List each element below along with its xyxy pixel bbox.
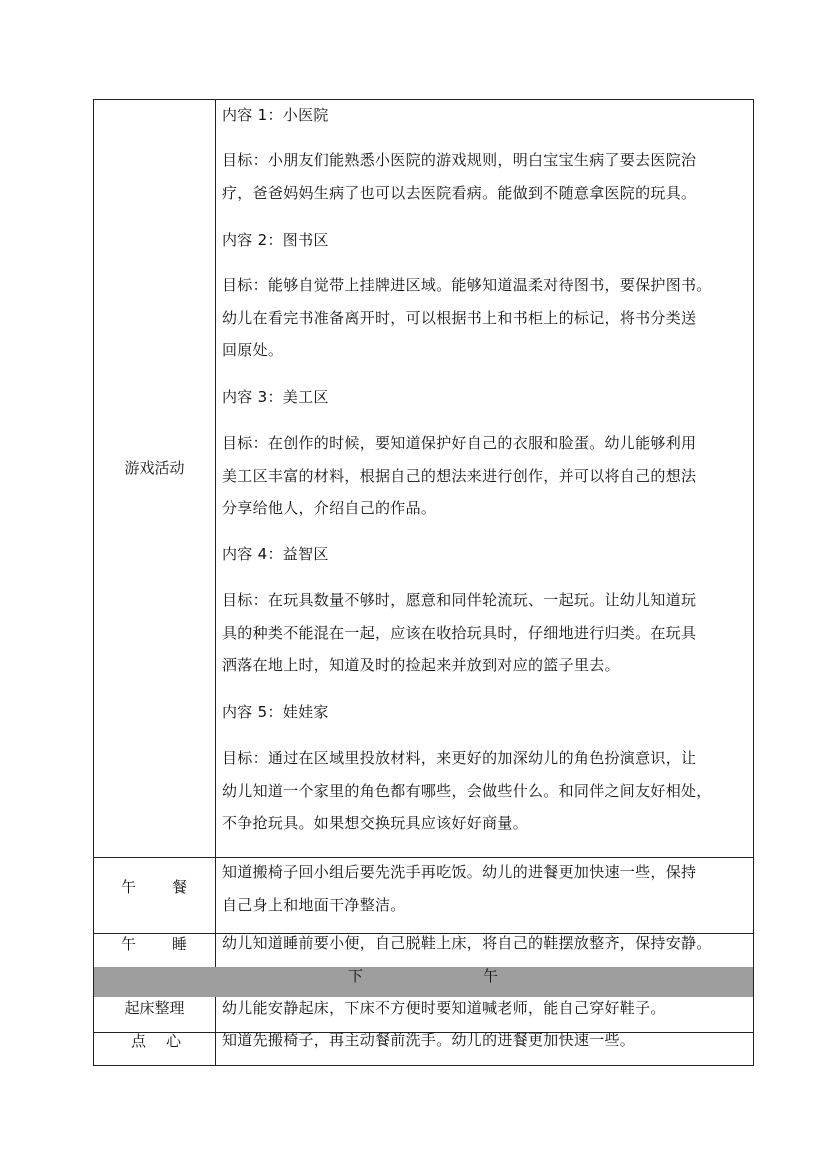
game-content-5-title: 内容 5：娃娃家	[222, 703, 329, 721]
game-content-3-goal: 目标：在创作的时候，要知道保护好自己的衣服和脸蛋。幼儿能够利用 美工区丰富的材料，根据自己的想法来进行创作，并可以将自己的想法 分享给他人，介绍自己的作品。	[222, 434, 697, 517]
lunch-description: 知道搬椅子回小组后要先洗手再吃饭。幼儿的进餐更加快速一些，保持 自己身上和地面干净整洁。	[222, 863, 697, 914]
game-content-4-title: 内容 4：益智区	[222, 545, 329, 563]
game-content-1-goal: 目标：小朋友们能熟悉小医院的游戏规则，明白宝宝生病了要去医院治 疗，爸爸妈妈生病了也可以去医院看病。能做到不随意拿医院的玩具。	[222, 151, 697, 202]
afternoon-char-a: 下	[348, 967, 364, 985]
game-content-2-title: 内容 2：图书区	[222, 231, 329, 249]
game-content-3-title: 内容 3：美工区	[222, 388, 329, 406]
game-content-5-goal: 目标：通过在区域里投放材料，来更好的加深幼儿的角色扮演意识，让 幼儿知道一个家里的角色都有哪些，会做些什么。和同伴之间友好相处， 不争抢玩具。如果想交换玩具应该好好商量。	[222, 749, 712, 832]
wakeup-description: 幼儿能安静起床，下床不方便时要知道喊老师，能自己穿好鞋子。	[222, 999, 666, 1017]
game-activity-label: 游戏活动	[124, 459, 185, 477]
nap-description: 幼儿知道睡前要小便，自己脱鞋上床，将自己的鞋摆放整齐，保持安静。	[222, 934, 712, 952]
document-page: 下 午 游戏活动 内容 1：小医院 目标：小朋友们能熟悉小医院的游戏规则，明白宝宝生病了要去医院治 疗，爸爸妈妈生病了也可以去医院看病。能做到不随意拿医院的玩具。 内容 2：图书区 目标：能够自觉带上挂牌进区域。能够知道温柔对待图书，要保护图书。 幼儿在看完书准备离开时，可以根据书上和书柜上的标记，将书分类送 回原处。 内容 3：美工区 目标：在创作的时候，要知道保护好自己的衣服和脸蛋。幼儿能够利用 美工区丰富的材料，根据自己的想法来进行创作，并可以将自己的想法 分享给他人，介绍自己的作品。 内容 4：益智区 目标：在玩具数量不够时，愿意和同伴轮流玩、一起玩。让幼儿知道玩 具的种类不能混在一起，应该在收拾玩具时，仔细地进行归类。在玩具 洒落在地上时，知道及时的捡起来并放到对应的篮子里去。 内容 5：娃娃家 目标：通过在区域里投放材料，来更好的加深幼儿的角色扮演意识，让 幼儿知道一个家里的角色都有哪些，会做些什么。和同伴之间友好相处， 不争抢玩具。如果想交换玩具应该好好商量。 午 餐 知道搬椅子回小组后要先洗手再吃饭。幼儿的进餐更加快速一些，保持 自己身上和地面干净整洁。 午 睡 幼儿知道睡前要小便，自己脱鞋上床，将自己的鞋摆放整齐，保持安静。 起床整理 幼儿能安静起床，下床不方便时要知道喊老师，能自己穿好鞋子。 点 心 知道先搬椅子，再主动餐前洗手。幼儿的进餐更加快速一些。	[0, 0, 827, 1170]
game-content-2-goal: 目标：能够自觉带上挂牌进区域。能够知道温柔对待图书，要保护图书。 幼儿在看完书准备离开时，可以根据书上和书柜上的标记，将书分类送 回原处。	[222, 276, 712, 359]
column-divider	[215, 99, 216, 1066]
game-content-4-goal: 目标：在玩具数量不够时，愿意和同伴轮流玩、一起玩。让幼儿知道玩 具的种类不能混在一起，应该在收拾玩具时，仔细地进行归类。在玩具 洒落在地上时，知道及时的捡起来并放到对应的篮子里去。	[222, 591, 697, 674]
wakeup-label: 起床整理	[124, 999, 185, 1017]
afternoon-char-b: 午	[483, 967, 499, 985]
game-content-1-title: 内容 1：小医院	[222, 106, 329, 124]
snack-description: 知道先搬椅子，再主动餐前洗手。幼儿的进餐更加快速一些。	[222, 1031, 636, 1049]
table-border-right	[753, 99, 754, 1066]
table-border-bottom	[93, 1065, 753, 1066]
table-border-left	[93, 99, 94, 1066]
